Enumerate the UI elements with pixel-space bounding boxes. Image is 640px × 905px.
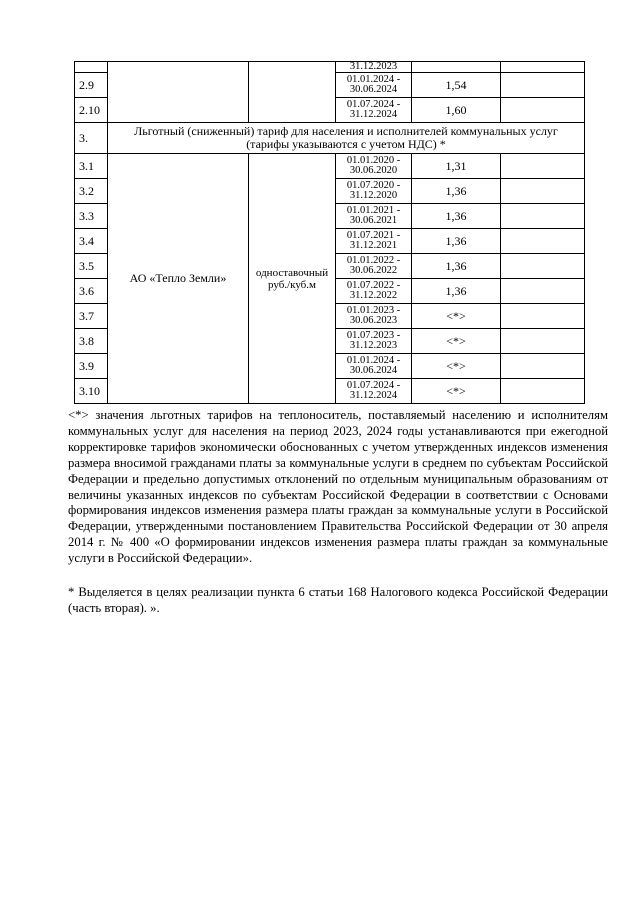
period-start: 01.07.2024 - <box>346 99 401 110</box>
period-end: 31.12.2021 <box>349 240 398 251</box>
extra-cell <box>501 254 585 279</box>
num-cell <box>75 62 108 73</box>
extra-cell <box>501 154 585 179</box>
notes-block <box>68 408 608 617</box>
extra-cell <box>501 98 585 123</box>
tariff-table <box>74 61 585 404</box>
row-number: 3.2 <box>75 179 108 204</box>
period-start: 01.07.2023 - <box>346 330 401 341</box>
period-cell <box>336 354 412 379</box>
section-title-line1: Льготный (сниженный) тариф для населения и исполнителей коммунальных услуг <box>134 124 558 138</box>
tariff-value: <*> <box>412 329 501 354</box>
unit-cell <box>249 62 336 123</box>
tariff-value: 1,36 <box>412 179 501 204</box>
period-start: 01.07.2022 - <box>346 280 401 291</box>
period-end: 30.06.2020 <box>349 165 398 176</box>
period-end: 31.12.2020 <box>349 190 398 201</box>
tariff-value: <*> <box>412 354 501 379</box>
extra-cell <box>501 279 585 304</box>
period-start: 01.01.2024 - <box>346 355 401 366</box>
period-end: 30.06.2024 <box>349 84 398 95</box>
period-cell <box>336 254 412 279</box>
tariff-unit: руб./куб.м <box>268 278 316 291</box>
extra-cell <box>501 354 585 379</box>
period-cell <box>336 304 412 329</box>
period-cell <box>336 154 412 179</box>
row-number: 3.5 <box>75 254 108 279</box>
extra-cell <box>501 73 585 98</box>
period-start: 01.01.2024 - <box>346 74 401 85</box>
period-cell <box>336 229 412 254</box>
section-title-line2: (тарифы указываются с учетом НДС) * <box>246 137 446 151</box>
tariff-value: 1,36 <box>412 204 501 229</box>
period-cell <box>336 379 412 404</box>
row-number: 2.9 <box>75 73 108 98</box>
unit-cell <box>249 154 336 404</box>
section-number: 3. <box>75 123 108 154</box>
vat-footnote: * Выделяется в целях реализации пункта 6 статьи 168 Налогового кодекса Российской Федерации (часть вторая). ». <box>68 585 608 615</box>
row-number: 3.6 <box>75 279 108 304</box>
period-end: 31.12.2023 <box>349 61 398 72</box>
tariff-value: <*> <box>412 304 501 329</box>
period-cell <box>336 279 412 304</box>
value-cell <box>412 62 501 73</box>
extra-cell <box>501 229 585 254</box>
row-number: 3.10 <box>75 379 108 404</box>
period-start: 01.01.2021 - <box>346 205 401 216</box>
extra-cell <box>501 62 585 73</box>
period-start: 01.01.2022 - <box>346 255 401 266</box>
period-start: 01.07.2024 - <box>346 380 401 391</box>
period-end: 31.12.2024 <box>349 390 398 401</box>
period-cell <box>336 204 412 229</box>
tariff-note: <*> значения льготных тарифов на теплоноситель, поставляемый населению и исполнителям коммунальных услуг для населения на период 2023, 2024 годы устанавливаются при ежегодной корректировке тарифов экономически обоснованных с учетом утвержденных индексов изменения размера вносимой гражданами платы за коммунальные услуги в среднем по субъектам Российской Федерации и предельно допустимых отклонений по отдельным муниципальным образованиям от величины указанных индексов по субъектам Российской Федерации в соответствии с Основами формирования индексов изменения размера платы граждан за коммунальные услуги в Российской Федерации, утвержденными постановлением Правительства Российской Федерации от 30 апреля 2014 г. № 400 «О формировании индексов изменения размера платы граждан за коммунальные услуги в Российской Федерации». <box>68 408 608 566</box>
tariff-type: одноставочный <box>255 266 329 279</box>
period-end: 30.06.2024 <box>349 365 398 376</box>
period-cell <box>336 62 412 73</box>
period-start: 01.01.2023 - <box>346 305 401 316</box>
section-header-row <box>75 123 585 154</box>
row-number: 3.9 <box>75 354 108 379</box>
extra-cell <box>501 204 585 229</box>
tariff-value: 1,36 <box>412 229 501 254</box>
row-number: 3.8 <box>75 329 108 354</box>
row-number: 2.10 <box>75 98 108 123</box>
period-end: 30.06.2021 <box>349 215 398 226</box>
organization-name: АО «Тепло Земли» <box>108 154 249 404</box>
period-end: 31.12.2024 <box>349 109 398 120</box>
period-end: 30.06.2023 <box>349 315 398 326</box>
table-row <box>75 62 585 73</box>
period-end: 31.12.2022 <box>349 290 398 301</box>
period-cell <box>336 73 412 98</box>
period-start: 01.07.2020 - <box>346 180 401 191</box>
tariff-value: 1,54 <box>412 73 501 98</box>
row-number: 3.1 <box>75 154 108 179</box>
period-start: 01.07.2021 - <box>346 230 401 241</box>
tariff-value: 1,60 <box>412 98 501 123</box>
table-row <box>75 154 585 179</box>
tariff-value: 1,36 <box>412 254 501 279</box>
extra-cell <box>501 379 585 404</box>
extra-cell <box>501 179 585 204</box>
tariff-value: 1,36 <box>412 279 501 304</box>
period-end: 30.06.2022 <box>349 265 398 276</box>
period-end: 31.12.2023 <box>349 340 398 351</box>
section-title <box>108 123 585 154</box>
period-start: 01.01.2020 - <box>346 155 401 166</box>
row-number: 3.7 <box>75 304 108 329</box>
tariff-value: <*> <box>412 379 501 404</box>
row-number: 3.3 <box>75 204 108 229</box>
period-cell <box>336 179 412 204</box>
org-cell <box>108 62 249 123</box>
period-cell <box>336 329 412 354</box>
tariff-value: 1,31 <box>412 154 501 179</box>
extra-cell <box>501 304 585 329</box>
period-cell <box>336 98 412 123</box>
row-number: 3.4 <box>75 229 108 254</box>
extra-cell <box>501 329 585 354</box>
